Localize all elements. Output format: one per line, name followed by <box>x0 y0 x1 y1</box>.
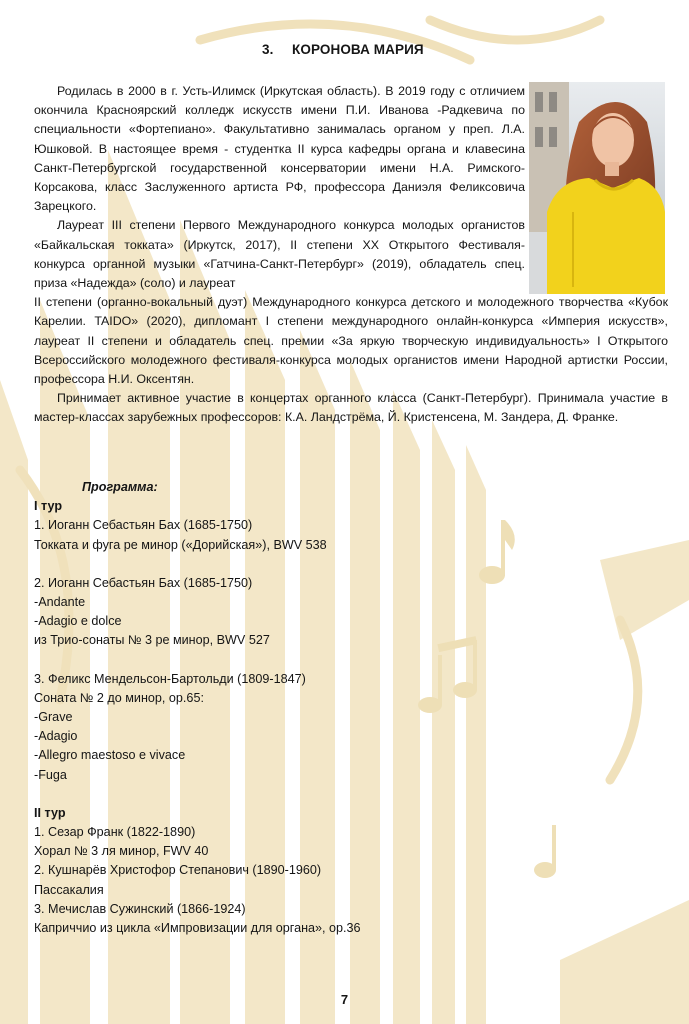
portrait-illustration <box>529 82 665 294</box>
round-2-label: II тур <box>34 805 66 820</box>
participant-number: 3. <box>262 42 274 57</box>
program-line: Хорал № 3 ля минор, FWV 40 <box>34 844 209 859</box>
program-line: 1. Иоганн Себастьян Бах (1685-1750) <box>34 518 253 533</box>
round-1-label: I тур <box>34 499 63 514</box>
page-number: 7 <box>340 992 349 1007</box>
program-line: 2. Иоганн Себастьян Бах (1685-1750) <box>34 575 253 590</box>
program-line: -Allegro maestoso e vivace <box>34 748 186 763</box>
program-line: Пассакалия <box>34 882 104 897</box>
portrait-photo <box>529 82 665 294</box>
participant-heading <box>262 42 424 57</box>
program-line: -Adagio e dolce <box>34 614 122 629</box>
program-line: Соната № 2 до минор, op.65: <box>34 690 204 705</box>
program-line: 3. Мечислав Сужинский (1866-1924) <box>34 901 246 916</box>
bio-paragraph-3: Принимает активное участие в концертах органного класса (Санкт-Петербург). Принимала участие в мастер-классах зарубежных профессоров: К.А. Ландстрёма, Й. Кристенсена, М. Зандера, Д. Франке. <box>34 391 668 425</box>
program-line: из Трио-сонаты № 3 ре минор, BWV 527 <box>34 633 270 648</box>
program-line: -Grave <box>34 710 73 725</box>
bio-paragraph-2-start: Лауреат III степени Первого Международного конкурса молодых органистов «Байкальская токката» (Иркутск, 2017), II степени XX Открытого Фестиваля-конкурса органной музыки «Гатчина-Санкт-Петербург» (2019), обладатель спец. приза «Надежда» (соло) и лауреат <box>34 218 525 291</box>
program-title: Программа: <box>82 480 158 494</box>
program-line: Токката и фуга ре минор («Дорийская»), BWV 538 <box>34 537 327 552</box>
participant-name: КОРОНОВА МАРИЯ <box>292 42 424 57</box>
program-line: -Adagio <box>34 729 78 744</box>
program-line: 2. Кушнарёв Христофор Степанович (1890-1960) <box>34 863 322 878</box>
program-line: 1. Сезар Франк (1822-1890) <box>34 825 196 840</box>
bio-paragraph-1: Родилась в 2000 в г. Усть-Илимск (Иркутская область). В 2019 году с отличием окончила Красноярский колледж искусств имени П.И. Иванова -Радкевича по специальности «Фортепиано». Факультативно занималась органом у преп. Л.А. Юшковой. В настоящее время - студентка II курса кафедры органа и клавесина Санкт-Петербургской государственной консерватории имени Н.А. Римского-Корсакова, класс Заслуженного артиста РФ, профессора Даниэля Феликсовича Зарецкого. <box>34 84 525 214</box>
program-line: 3. Феликс Мендельсон-Бартольди (1809-1847) <box>34 671 306 686</box>
program <box>34 478 674 938</box>
program-line: -Fuga <box>34 767 67 782</box>
bio-paragraph-2-end: II степени (органно-вокальный дуэт) Международного конкурса детского и молодежного творчества «Кубок Карелии. TAIDO» (2020), дипломант I степени международного онлайн-конкурса «Империя искусств», лауреат II степени и обладатель спец. премии «За яркую творческую индивидуальность» I Открытого Всероссийского молодежного фестиваля-конкурса молодых органистов имени Народной артистки России, профессора Н.И. Оксентян. <box>34 295 668 387</box>
program-line: Каприччио из цикла «Импровизации для органа», op.36 <box>34 921 361 936</box>
program-line: -Andante <box>34 595 86 610</box>
